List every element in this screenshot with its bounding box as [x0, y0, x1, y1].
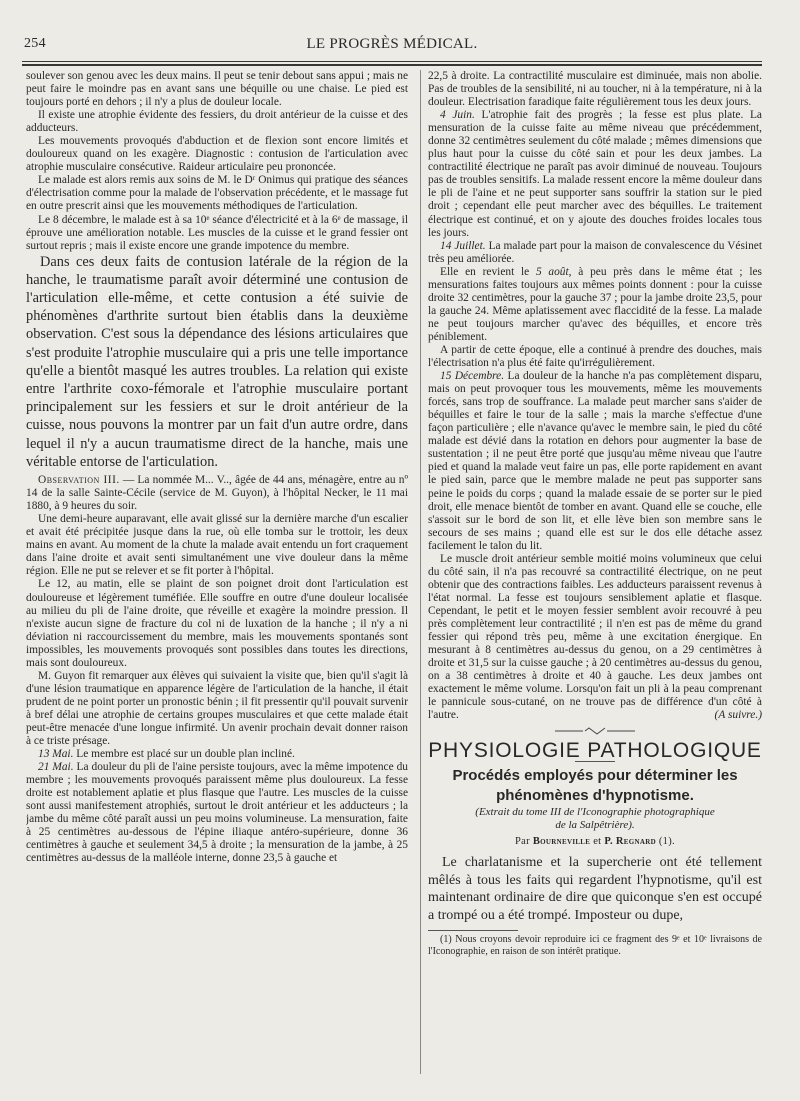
- entry-date: 5 août: [535, 265, 569, 278]
- to-be-continued: (A suivre.): [714, 709, 762, 722]
- dated-entry: [428, 109, 762, 239]
- paragraph: A partir de cette époque, elle a continué à prendre des douches, mais l'électrisation n'a plus été faite qu'irrégulièrement.: [428, 343, 762, 370]
- paragraph: Il existe une atrophie évidente des fessiers, du droit antérieur de la cuisse et des adducteurs.: [26, 109, 408, 135]
- paragraph: Les mouvements provoqués d'abduction et de flexion sont encore limités et douloureux quand on les exagère. Diagnostic : contusion de l'articulation avec atrophie musculaire consécutive. Raideur articulaire peu prononcée.: [26, 135, 408, 174]
- entry-date: 15 Décembre.: [440, 370, 505, 383]
- extract-note-line-1: (Extrait du tome III de l'Iconographie photographique: [475, 806, 715, 819]
- entry-text: La douleur du pli de l'aine persiste toujours, avec la même impotence du membre ; les mouvements provoqués paraissent même plus douloureux. La fesse droite est notablement aplatie et plus flasque que l'autre. Les muscles de la cuisse sont aussi manifestement atrophiés, surtout le droit antérieur et les adducteurs ; la jambe du même côté paraît aussi un peu moins volumineuse. La mensuration, faite à 25 centimètres au-dessous de l'épine iliaque antéro-supérieure, donne 36 centimètres à gauche et seulement 34,5 à droite ; la mensuration de la jambe, à 25 centimètres au-dessus de la malléole interne, donne 23,5 à gauche et: [26, 761, 408, 865]
- section-title: PHYSIOLOGIE PATHOLOGIQUE: [428, 739, 762, 763]
- footnote: (1) Nous croyons devoir reproduire ici ce fragment des 9ᵉ et 10ᵉ livraisons de l'Iconographie, en raison de son intérêt pratique.: [428, 934, 762, 958]
- entry-date: 4 Juin.: [440, 109, 475, 122]
- author-name: P. Regnard: [604, 836, 656, 848]
- paragraph: M. Guyon fit remarquer aux élèves qui suivaient la visite que, bien qu'il s'agit là d'une lésion traumatique en apparence légère de l'articulation de la hanche, il était prudent de ne point porter un pronostic bénin ; il fit pressentir qu'il pouvait survenir à bref délai une atrophie de certains groupes musculaires et que cette malade était peut-être menacée d'une longue infirmité. Un avenir prochain devait donner raison à ce triste présage.: [26, 669, 408, 748]
- text-run: , à peu près dans le même état ; les mensurations faites toujours aux mêmes points donnent : pour la cuisse droite 32 centimètres, pour la gauche 37 ; pour la jambe droite 23,5, pour la gauche 24. Même aplatissement avec flaccidité de la fesse. La malade ne peut toujours marcher qu'avec des béquilles, et encore très péniblement.: [428, 265, 762, 343]
- entry-text: L'atrophie fait des progrès ; la fesse est plus plate. La mensuration de la cuisse faite au même niveau que précédemment, donne 32 centimètres seulement du côté malade ; mêmes dimensions que plus haut pour la cuisse du côté sain et pour les deux jambes. La contractilité électrique ne paraît pas avoir diminué de nouveau. Toujours pas de troubles sensitifs. La malade ressent encore la même douleur dans le pli de l'aine et ne peut supporter sans souffrir la station sur le pied droit ; cependant elle peut marcher avec des béquilles. Le traitement électrique est continué, et on y ajoute des douches froides locales tous les jours.: [428, 109, 762, 239]
- author-line: [428, 835, 762, 848]
- text-run: Le muscle droit antérieur semble moitié moins volumineux que celui du côté sain, il n'a pas recouvré sa contractilité électrique, on ne peut obtenir que des contractions faibles. Les adducteurs paraissent revenus à l'état normal. La fesse est toujours sensiblement aplatie et flasque. Cependant, le petit et le moyen fessier semblent avoir recouvré à peu près complètement leur contractilité ; il n'en est pas de même du grand fessier qui répond très peu, même à une excitation énergique. En mesurant à 8 centimètres au-dessus du genou, on a 29 centimètres à droite et 31,5 sur la cuisse gauche ; à 20 centimètres au-dessus du genou, on a 38 centimètres à droite et 40 à gauche. Les deux jambes ont exactement le même volume. Lorsqu'on fait un pli à la peau comprenant le pannicule sous-cutané, on ne trouve pas de différence d'un côté à l'autre.: [428, 552, 762, 722]
- right-column: [428, 70, 762, 1072]
- dated-entry: [26, 761, 408, 865]
- entry-date: 14 Juillet.: [440, 239, 486, 252]
- footnote-ref: (1).: [658, 836, 675, 848]
- entry-text: Le membre est placé sur un double plan incliné.: [73, 748, 295, 761]
- column-separator: [420, 70, 421, 1074]
- left-column: [26, 70, 408, 1072]
- paragraph: Le malade est alors remis aux soins de M. le Dʳ Onimus qui pratique des séances d'électrisation comme pour la malade de l'observation précédente, et le massage fut en outre prescrit ainsi que les mouvements méthodiques de l'articulation.: [26, 174, 408, 213]
- dated-entry: [26, 748, 408, 761]
- extract-note-line-2: de la Salpêtrière).: [555, 818, 635, 831]
- author-prefix: Par: [515, 836, 530, 848]
- paragraph: Le 12, au matin, elle se plaint de son poignet droit dont l'articulation est douloureuse et légèrement tuméfiée. Elle souffre en outre d'une douleur localisée au milieu du pli de l'aine droite, que réveille et exagère la moindre pression. Il n'existe aucun signe de fracture du col ni de luxation de la hanche ; il n'y a ni déviation ni raccourcissement du membre, mais les mouvements spontanés sont impossibles, les mouvements provoqués sont possibles dans toutes les directions, mais sont douloureux.: [26, 578, 408, 669]
- footnote-rule: [428, 930, 518, 931]
- paragraph: soulever son genou avec les deux mains. Il peut se tenir debout sans appui ; mais ne peut faire le moindre pas en avant sans une béquille ou une chaise. Le pied est toujours porté en dehors ; il n'y a plus de douleur locale.: [26, 70, 408, 109]
- page-number: 254: [24, 36, 46, 51]
- commentary-paragraph: Dans ces deux faits de contusion latérale de la région de la hanche, le traumatisme paraît avoir déterminé une contusion de l'articulation elle-même, et cette contusion a été suivie de phénomènes d'arthrite surtout bien établis dans la deuxième observation. C'est sous la dépendance des lésions articulaires que s'est produite l'atrophie musculaire qui a pris une telle importance qu'elle a bientôt masqué les autres troubles. La relation qui existe entre l'arthrite coxo-fémorale et l'atrophie musculaire portant principalement sur les fessiers et sur le droit antérieur de la cuisse, nous pouvons la montrer par un fait d'un autre ordre, dans lequel il n'y a aucun traumatisme direct de la hanche, mais une véritable entorse de l'articulation.: [26, 253, 408, 470]
- running-header: [22, 36, 762, 56]
- paragraph: 22,5 à droite. La contractilité musculaire est diminuée, mais non abolie. Pas de troubles de la sensibilité, ni au toucher, ni à la température, ni à la douleur. Electrisation faradique faite régulièrement tous les deux jours.: [428, 70, 762, 109]
- author-conjunction: et: [593, 836, 602, 848]
- header-rule: [22, 61, 762, 62]
- text-run: Elle en revient le: [440, 265, 536, 278]
- article-title-line-2: phénomènes d'hypnotisme.: [496, 787, 694, 805]
- article-intro: Le charlatanisme et la supercherie ont été tellement mêlés à tous les faits qui regardent l'hypnotisme, qu'il est maintenant ordinaire de dire que quiconque s'en est occupé a trompé ou a été trompé. Imposteur ou dupe,: [428, 855, 762, 923]
- ornament-icon: [555, 726, 635, 736]
- author-name: Bourneville: [532, 836, 591, 848]
- paragraph: [428, 266, 762, 344]
- paragraph: [428, 553, 762, 723]
- journal-title: LE PROGRÈS MÉDICAL.: [306, 36, 478, 52]
- ornamental-divider: [428, 726, 762, 738]
- observation-label: Observation III.: [38, 474, 120, 487]
- entry-date: 13 Mai.: [38, 748, 74, 761]
- dated-entry: [428, 370, 762, 553]
- dated-entry: [428, 240, 762, 266]
- article-title-line-1: Procédés employés pour déterminer les: [452, 767, 738, 785]
- paragraph: Le 8 décembre, le malade est à sa 10ᵉ séance d'électricité et à la 6ᵉ de massage, il éprouve une amélioration notable. Les muscles de la cuisse et le grand fessier ont surtout repris ; mais il existe encore une grande impotence du membre.: [26, 213, 408, 252]
- entry-date: 21 Mai.: [38, 761, 74, 774]
- observation-text: — La nommée M... V.., âgée de 44 ans, ménagère, entre au nº 14 de la salle Sainte-Cécile (service de M. Guyon), à l'hôpital Necker, le 11 mai 1880, à 9 heures du soir.: [26, 474, 408, 513]
- observation-heading: [26, 474, 408, 513]
- entry-text: La douleur de la hanche n'a pas complètement disparu, mais on peut provoquer tous les mouvements, même les mouvements forcés, sans trop de souffrance. La malade peut marcher sans s'aider de béquilles et faire le tour de la salle ; mais la marche s'effectue d'une façon particulière ; elle n'avance qu'avec le membre sain, le pied du côté malade est dévié dans la rotation en dehors pour augmenter la base de sustentation ; il ne peut être porté que jusqu'au même niveau que l'autre pied et quand la malade veut faire un pas, elle porte rapidement en avant le pied sain, parce que le membre malade ne peut pas supporter sans peine le poids du corps ; quand la malade essaie de se porter sur le pied droit, elle menace bientôt de tomber en avant. Quand elle se couche, elle s'assoit sur le bord de son lit, et elle lève bien son membre sans le secours de ses mains ; quand elle est sur le dos elle détache assez facilement le talon du lit.: [428, 370, 762, 552]
- paragraph: Une demi-heure auparavant, elle avait glissé sur la dernière marche d'un escalier et avait été précipitée jusque dans la rue, où elle tomba sur le trottoir, les deux mains en avant. Au moment de la chute la malade avait entendu un fort craquement dans l'aine droite et avait senti simultanément une vive douleur dans la même région. Elle ne put se relever et se fit porter à l'hôpital.: [26, 513, 408, 578]
- entry-text: La malade part pour la maison de convalescence du Vésinet très peu améliorée.: [428, 239, 762, 265]
- header-rule-thick: [22, 64, 762, 66]
